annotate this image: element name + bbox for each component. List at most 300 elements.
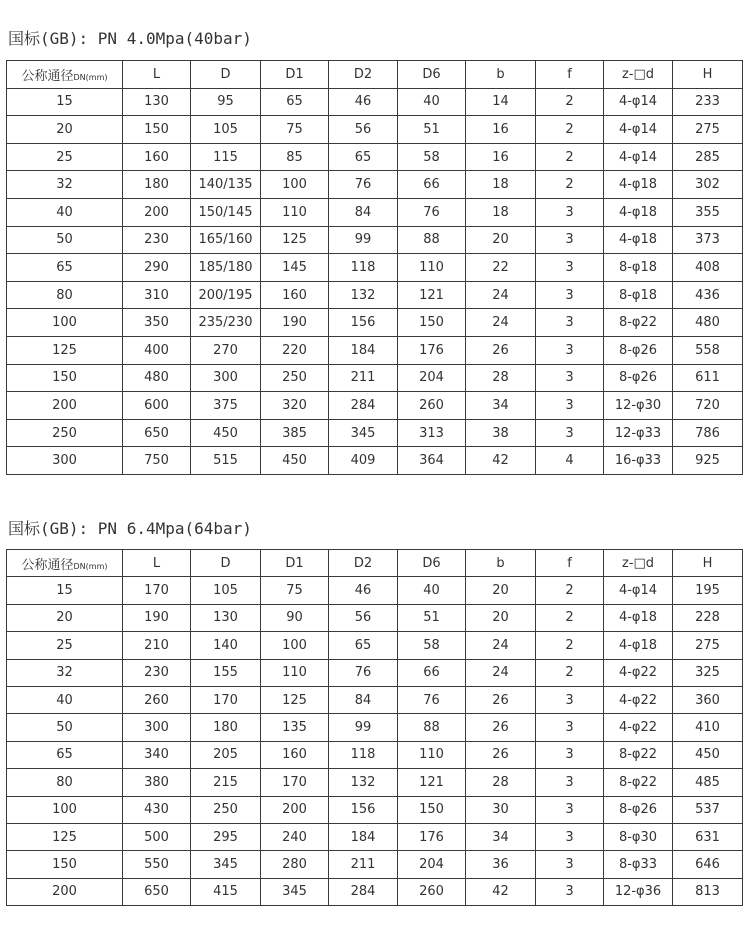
table-cell: 211	[329, 851, 398, 878]
table-cell: 84	[329, 686, 398, 713]
table-cell: 110	[398, 254, 466, 282]
table-cell: 150/145	[191, 198, 261, 226]
table-cell: 350	[123, 309, 191, 337]
table-cell: 180	[191, 714, 261, 741]
table-cell: 450	[673, 741, 743, 768]
table-cell: 345	[191, 851, 261, 878]
table-cell: 26	[466, 336, 536, 364]
table-cell: 75	[261, 577, 329, 604]
table-cell: 170	[191, 686, 261, 713]
table-cell: 190	[261, 309, 329, 337]
table-cell: 36	[466, 851, 536, 878]
table-cell: 25	[7, 632, 123, 659]
table-cell: 180	[123, 171, 191, 199]
table-cell: 24	[466, 632, 536, 659]
column-header-dn	[7, 550, 123, 577]
table-row	[7, 714, 743, 741]
table-cell: 85	[261, 143, 329, 171]
table1-title: 国标(GB): PN 4.0Mpa(40bar)	[8, 29, 252, 48]
table-cell: 3	[536, 741, 604, 768]
table-cell: 4-φ18	[604, 198, 673, 226]
table-cell: 450	[191, 419, 261, 447]
table-cell: 20	[466, 577, 536, 604]
table-row	[7, 741, 743, 768]
table-cell: 156	[329, 796, 398, 823]
table-cell: 50	[7, 714, 123, 741]
table-cell: 611	[673, 364, 743, 392]
table-row	[7, 447, 743, 475]
table-cell: 132	[329, 281, 398, 309]
table-cell: 8-φ33	[604, 851, 673, 878]
table-cell: 4-φ22	[604, 686, 673, 713]
table-cell: 176	[398, 823, 466, 850]
table-row	[7, 226, 743, 254]
table-cell: 40	[398, 88, 466, 116]
table-cell: 185/180	[191, 254, 261, 282]
table-cell: 150	[123, 116, 191, 144]
table-cell: 12-φ36	[604, 878, 673, 905]
table-cell: 165/160	[191, 226, 261, 254]
table-cell: 26	[466, 686, 536, 713]
table-cell: 3	[536, 198, 604, 226]
table-cell: 8-φ30	[604, 823, 673, 850]
table-cell: 230	[123, 226, 191, 254]
table-cell: 125	[7, 823, 123, 850]
table-cell: 220	[261, 336, 329, 364]
table-cell: 325	[673, 659, 743, 686]
table-cell: 3	[536, 851, 604, 878]
table-cell: 295	[191, 823, 261, 850]
table-cell: 3	[536, 686, 604, 713]
table-row	[7, 577, 743, 604]
table-cell: 80	[7, 281, 123, 309]
table-cell: 200/195	[191, 281, 261, 309]
column-header-dn	[7, 61, 123, 89]
table-cell: 121	[398, 281, 466, 309]
table-cell: 99	[329, 226, 398, 254]
table-cell: 184	[329, 336, 398, 364]
table-cell: 4-φ14	[604, 116, 673, 144]
table-cell: 65	[329, 143, 398, 171]
table-cell: 76	[329, 659, 398, 686]
table2-title: 国标(GB): PN 6.4Mpa(64bar)	[8, 519, 252, 538]
table-cell: 160	[261, 281, 329, 309]
table-header-row	[7, 61, 743, 89]
table-cell: 15	[7, 577, 123, 604]
table-cell: 20	[7, 604, 123, 631]
table-cell: 650	[123, 419, 191, 447]
table-cell: 515	[191, 447, 261, 475]
table-row	[7, 171, 743, 199]
table-cell: 32	[7, 171, 123, 199]
column-header: z-□d	[604, 61, 673, 89]
table-cell: 150	[398, 309, 466, 337]
table-cell: 110	[261, 198, 329, 226]
table-cell: 76	[329, 171, 398, 199]
table-cell: 240	[261, 823, 329, 850]
table-cell: 3	[536, 254, 604, 282]
table-cell: 284	[329, 392, 398, 420]
table-cell: 190	[123, 604, 191, 631]
table-cell: 650	[123, 878, 191, 905]
table-cell: 110	[398, 741, 466, 768]
table-cell: 373	[673, 226, 743, 254]
table-cell: 500	[123, 823, 191, 850]
dn-label: 公称通径	[21, 68, 74, 84]
table-cell: 155	[191, 659, 261, 686]
table-cell: 285	[673, 143, 743, 171]
table-cell: 66	[398, 659, 466, 686]
table-cell: 140/135	[191, 171, 261, 199]
table-row	[7, 254, 743, 282]
table-cell: 4	[536, 447, 604, 475]
table-row	[7, 851, 743, 878]
table-cell: 18	[466, 171, 536, 199]
table-cell: 4-φ14	[604, 88, 673, 116]
table-row	[7, 878, 743, 905]
table-cell: 720	[673, 392, 743, 420]
table-cell: 28	[466, 364, 536, 392]
table-cell: 50	[7, 226, 123, 254]
table-row	[7, 143, 743, 171]
table-cell: 130	[191, 604, 261, 631]
table-cell: 558	[673, 336, 743, 364]
table-cell: 480	[673, 309, 743, 337]
table-cell: 66	[398, 171, 466, 199]
table-cell: 12-φ33	[604, 419, 673, 447]
table-row	[7, 796, 743, 823]
table-cell: 51	[398, 116, 466, 144]
table-cell: 300	[123, 714, 191, 741]
table-cell: 375	[191, 392, 261, 420]
column-header: H	[673, 61, 743, 89]
table-cell: 211	[329, 364, 398, 392]
table-cell: 90	[261, 604, 329, 631]
table-cell: 100	[261, 632, 329, 659]
table-cell: 24	[466, 281, 536, 309]
table-row	[7, 309, 743, 337]
table-cell: 25	[7, 143, 123, 171]
table-cell: 34	[466, 392, 536, 420]
table-cell: 105	[191, 577, 261, 604]
table-cell: 275	[673, 116, 743, 144]
table-cell: 65	[7, 741, 123, 768]
table-cell: 813	[673, 878, 743, 905]
column-header: D1	[261, 550, 329, 577]
table-cell: 450	[261, 447, 329, 475]
table-cell: 925	[673, 447, 743, 475]
table-cell: 600	[123, 392, 191, 420]
table-cell: 65	[261, 88, 329, 116]
table-cell: 115	[191, 143, 261, 171]
table-cell: 646	[673, 851, 743, 878]
table-cell: 40	[7, 686, 123, 713]
table-cell: 8-φ22	[604, 769, 673, 796]
table-cell: 8-φ22	[604, 309, 673, 337]
table-cell: 121	[398, 769, 466, 796]
table-cell: 204	[398, 851, 466, 878]
table-cell: 95	[191, 88, 261, 116]
table-cell: 46	[329, 88, 398, 116]
column-header: D6	[398, 550, 466, 577]
table-cell: 436	[673, 281, 743, 309]
table-cell: 125	[7, 336, 123, 364]
table-cell: 300	[7, 447, 123, 475]
table-cell: 125	[261, 686, 329, 713]
table-row	[7, 281, 743, 309]
table-cell: 340	[123, 741, 191, 768]
table-cell: 145	[261, 254, 329, 282]
table-cell: 230	[123, 659, 191, 686]
table-cell: 4-φ18	[604, 171, 673, 199]
table-cell: 300	[191, 364, 261, 392]
table-cell: 51	[398, 604, 466, 631]
column-header: b	[466, 61, 536, 89]
table-cell: 3	[536, 796, 604, 823]
table-row	[7, 686, 743, 713]
table-cell: 3	[536, 226, 604, 254]
table-cell: 160	[261, 741, 329, 768]
table-cell: 385	[261, 419, 329, 447]
table-cell: 4-φ18	[604, 632, 673, 659]
column-header: D	[191, 550, 261, 577]
table-cell: 270	[191, 336, 261, 364]
table-cell: 26	[466, 741, 536, 768]
table-cell: 3	[536, 281, 604, 309]
table-cell: 250	[261, 364, 329, 392]
table-cell: 105	[191, 116, 261, 144]
table-cell: 4-φ14	[604, 143, 673, 171]
column-header: D2	[329, 550, 398, 577]
table-cell: 118	[329, 254, 398, 282]
table-cell: 260	[398, 878, 466, 905]
table-cell: 38	[466, 419, 536, 447]
table-cell: 485	[673, 769, 743, 796]
column-header: f	[536, 61, 604, 89]
table-cell: 2	[536, 88, 604, 116]
table-cell: 88	[398, 714, 466, 741]
column-header: H	[673, 550, 743, 577]
table-cell: 345	[329, 419, 398, 447]
table-cell: 150	[7, 364, 123, 392]
table-cell: 170	[261, 769, 329, 796]
table-cell: 30	[466, 796, 536, 823]
table-cell: 410	[673, 714, 743, 741]
table-cell: 42	[466, 878, 536, 905]
table-cell: 8-φ18	[604, 254, 673, 282]
column-header: z-□d	[604, 550, 673, 577]
dn-unit: DN(mm)	[73, 72, 108, 82]
table-cell: 3	[536, 336, 604, 364]
table-cell: 8-φ26	[604, 796, 673, 823]
table-cell: 99	[329, 714, 398, 741]
table-cell: 16	[466, 143, 536, 171]
table-cell: 3	[536, 714, 604, 741]
table-cell: 355	[673, 198, 743, 226]
table2	[6, 549, 743, 906]
table-cell: 2	[536, 171, 604, 199]
table-cell: 135	[261, 714, 329, 741]
dn-unit: DN(mm)	[73, 561, 108, 571]
table-cell: 184	[329, 823, 398, 850]
column-header: D6	[398, 61, 466, 89]
table-cell: 200	[7, 392, 123, 420]
table-cell: 75	[261, 116, 329, 144]
table-cell: 275	[673, 632, 743, 659]
table-cell: 215	[191, 769, 261, 796]
table-cell: 32	[7, 659, 123, 686]
table-cell: 100	[7, 796, 123, 823]
table-cell: 20	[7, 116, 123, 144]
table-cell: 200	[261, 796, 329, 823]
table-cell: 150	[7, 851, 123, 878]
table-cell: 786	[673, 419, 743, 447]
table-cell: 3	[536, 364, 604, 392]
table-cell: 110	[261, 659, 329, 686]
table-cell: 56	[329, 116, 398, 144]
table-cell: 2	[536, 604, 604, 631]
table-cell: 235/230	[191, 309, 261, 337]
table-header-row	[7, 550, 743, 577]
table-cell: 46	[329, 577, 398, 604]
table-cell: 4-φ14	[604, 577, 673, 604]
table-cell: 550	[123, 851, 191, 878]
table-cell: 12-φ30	[604, 392, 673, 420]
column-header: L	[123, 61, 191, 89]
table-cell: 210	[123, 632, 191, 659]
table-cell: 28	[466, 769, 536, 796]
table-cell: 228	[673, 604, 743, 631]
table-cell: 2	[536, 116, 604, 144]
table-row	[7, 336, 743, 364]
table-cell: 56	[329, 604, 398, 631]
table-cell: 2	[536, 659, 604, 686]
table-row	[7, 392, 743, 420]
table-cell: 40	[398, 577, 466, 604]
table-cell: 125	[261, 226, 329, 254]
table-cell: 205	[191, 741, 261, 768]
table-cell: 40	[7, 198, 123, 226]
table-cell: 750	[123, 447, 191, 475]
table-cell: 250	[7, 419, 123, 447]
table-cell: 42	[466, 447, 536, 475]
column-header: D2	[329, 61, 398, 89]
table-row	[7, 769, 743, 796]
table-row	[7, 88, 743, 116]
table-cell: 2	[536, 143, 604, 171]
table-cell: 58	[398, 632, 466, 659]
table-cell: 156	[329, 309, 398, 337]
table-cell: 15	[7, 88, 123, 116]
table-cell: 4-φ22	[604, 659, 673, 686]
table-cell: 20	[466, 604, 536, 631]
table-cell: 380	[123, 769, 191, 796]
table-cell: 18	[466, 198, 536, 226]
table-cell: 24	[466, 309, 536, 337]
table-cell: 364	[398, 447, 466, 475]
table-cell: 24	[466, 659, 536, 686]
table-cell: 16-φ33	[604, 447, 673, 475]
table-cell: 80	[7, 769, 123, 796]
table1	[6, 60, 743, 475]
table-cell: 3	[536, 392, 604, 420]
table-cell: 233	[673, 88, 743, 116]
table-cell: 58	[398, 143, 466, 171]
table-cell: 480	[123, 364, 191, 392]
table-cell: 280	[261, 851, 329, 878]
column-header: b	[466, 550, 536, 577]
table-cell: 8-φ26	[604, 364, 673, 392]
table-cell: 3	[536, 419, 604, 447]
table-cell: 284	[329, 878, 398, 905]
table-cell: 3	[536, 309, 604, 337]
table-cell: 290	[123, 254, 191, 282]
table-cell: 302	[673, 171, 743, 199]
table-cell: 8-φ26	[604, 336, 673, 364]
table-cell: 2	[536, 577, 604, 604]
table-cell: 260	[123, 686, 191, 713]
table-cell: 76	[398, 686, 466, 713]
table-cell: 345	[261, 878, 329, 905]
table-cell: 4-φ18	[604, 604, 673, 631]
column-header: f	[536, 550, 604, 577]
table-cell: 408	[673, 254, 743, 282]
table-row	[7, 632, 743, 659]
table-cell: 76	[398, 198, 466, 226]
column-header: L	[123, 550, 191, 577]
table-cell: 204	[398, 364, 466, 392]
table-cell: 195	[673, 577, 743, 604]
table-cell: 170	[123, 577, 191, 604]
table-cell: 16	[466, 116, 536, 144]
column-header: D	[191, 61, 261, 89]
table-cell: 8-φ18	[604, 281, 673, 309]
table-cell: 20	[466, 226, 536, 254]
table-cell: 409	[329, 447, 398, 475]
table-row	[7, 604, 743, 631]
table-row	[7, 659, 743, 686]
table-cell: 415	[191, 878, 261, 905]
table-row	[7, 823, 743, 850]
table-cell: 130	[123, 88, 191, 116]
table-cell: 160	[123, 143, 191, 171]
table-cell: 310	[123, 281, 191, 309]
table-row	[7, 198, 743, 226]
table-cell: 34	[466, 823, 536, 850]
table-cell: 200	[123, 198, 191, 226]
table-cell: 100	[7, 309, 123, 337]
table-cell: 84	[329, 198, 398, 226]
table-cell: 140	[191, 632, 261, 659]
table-cell: 2	[536, 632, 604, 659]
table-row	[7, 364, 743, 392]
table-cell: 400	[123, 336, 191, 364]
table-cell: 4-φ22	[604, 714, 673, 741]
table-cell: 132	[329, 769, 398, 796]
table-cell: 150	[398, 796, 466, 823]
table-cell: 320	[261, 392, 329, 420]
table-cell: 4-φ18	[604, 226, 673, 254]
table-cell: 3	[536, 878, 604, 905]
table-cell: 250	[191, 796, 261, 823]
table-cell: 260	[398, 392, 466, 420]
table-cell: 100	[261, 171, 329, 199]
table-row	[7, 419, 743, 447]
table-cell: 537	[673, 796, 743, 823]
table-cell: 3	[536, 823, 604, 850]
table-cell: 360	[673, 686, 743, 713]
column-header: D1	[261, 61, 329, 89]
